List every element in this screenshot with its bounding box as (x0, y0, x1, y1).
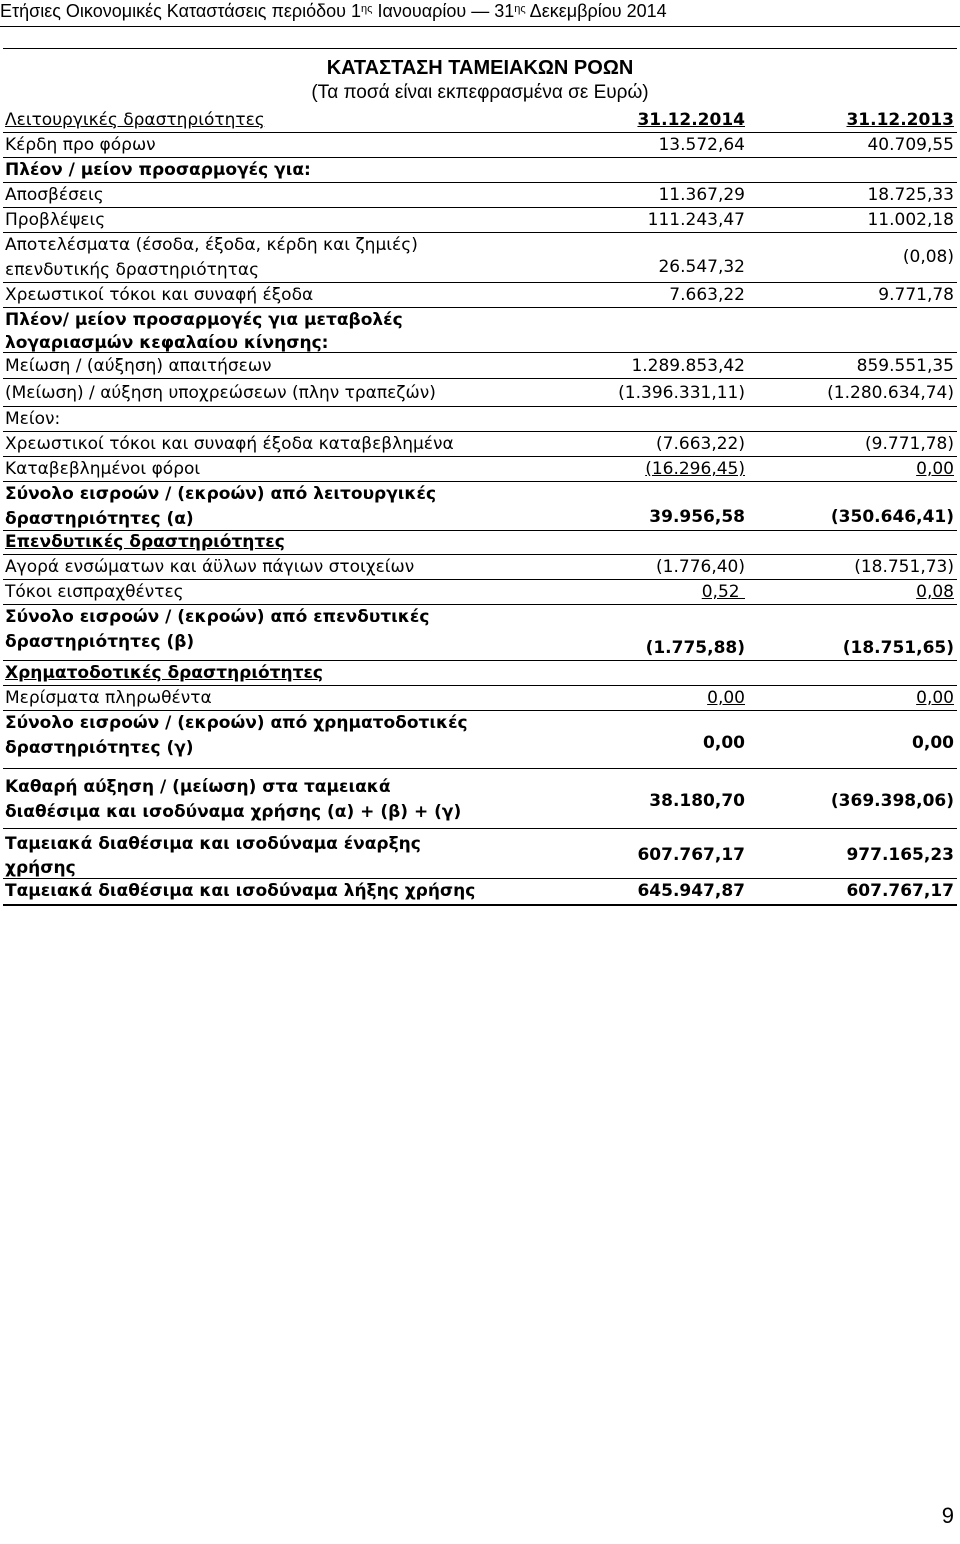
header-divider (0, 26, 960, 27)
value-2013: 11.002,18 (867, 210, 954, 230)
row-label-line-2: λογαριασμών κεφαλαίου κίνησης: (5, 333, 329, 353)
row-label: Κέρδη προ φόρων (5, 135, 156, 155)
statement-title: ΚΑΤΑΣΤΑΣΗ ΤΑΜΕΙΑΚΩΝ ΡΟΩΝ (326, 57, 634, 79)
row-label: Προβλέψεις (5, 210, 106, 230)
value-2013: 0,08 (916, 582, 954, 602)
row-label: Ταμειακά διαθέσιμα και ισοδύναμα λήξης χρήσης (5, 881, 476, 901)
page-number: 9 (941, 1503, 954, 1528)
value-2013: 18.725,33 (867, 185, 954, 205)
value-2014: 1.289.853,42 (631, 356, 745, 376)
row-label: Καταβεβλημένοι φόροι (5, 459, 201, 479)
value-2013: (350.646,41) (830, 507, 954, 527)
value-2014: 7.663,22 (669, 285, 745, 305)
header-sup-a: ης (361, 3, 373, 15)
value-2013: 0,00 (916, 688, 954, 708)
value-2014: 111.243,47 (647, 210, 745, 230)
table-row-investing-results (3, 233, 957, 283)
table-row-operating-heading (3, 106, 957, 133)
row-label-line-1: Σύνολο εισροών / (εκροών) από λειτουργικές (5, 484, 437, 504)
value-2013: 40.709,55 (867, 135, 954, 155)
value-2013: (0,08) (902, 247, 954, 267)
table-row-total-financing (3, 711, 957, 769)
table-row-net-change (3, 769, 957, 829)
value-2013: 0,00 (916, 459, 954, 479)
table-row-receivables (3, 353, 957, 379)
value-2014: (1.775,88) (645, 638, 745, 658)
table-row-interest-paid (3, 432, 957, 457)
financing-heading: Χρηματοδοτικές δραστηριότητες (5, 663, 323, 683)
value-2013: (1.280.634,74) (827, 383, 954, 403)
header-text-a: Ετήσιες Οικονομικές Καταστάσεις περιόδου 1 (0, 1, 362, 21)
table-row-liabilities (3, 379, 957, 407)
value-2013: (369.398,06) (830, 791, 954, 811)
row-label: Χρεωστικοί τόκοι και συναφή έξοδα (5, 285, 314, 305)
value-2014: 26.547,32 (658, 257, 745, 277)
value-2014: 11.367,29 (658, 185, 745, 205)
row-label-line-1: Αποτελέσματα (έσοδα, έξοδα, κέρδη και ζημιές) (5, 235, 418, 255)
value-2013: 859.551,35 (856, 356, 954, 376)
table-row-profit (3, 133, 957, 158)
table-row-adjustments-heading (3, 158, 957, 183)
column-header-2013: 31.12.2013 (846, 110, 954, 130)
row-label-line-1: Πλέον/ μείον προσαρμογές για μεταβολές (5, 310, 403, 330)
row-label: Μερίσματα πληρωθέντα (5, 688, 212, 708)
operating-heading: Λειτουργικές δραστηριότητες (5, 110, 265, 130)
table-row-total-operating (3, 482, 957, 531)
row-label-line-2: δραστηριότητες (γ) (5, 738, 194, 758)
value-2014: 38.180,70 (649, 791, 745, 811)
value-2014: (1.396.331,11) (618, 383, 745, 403)
row-label: Μείον: (5, 409, 61, 429)
row-label-line-2: δραστηριότητες (β) (5, 632, 195, 652)
value-2014: 39.956,58 (649, 507, 745, 527)
table-row-provisions (3, 208, 957, 233)
row-label: Αποσβέσεις (5, 185, 104, 205)
value-2014: 607.767,17 (637, 845, 745, 865)
value-2013: 0,00 (912, 733, 954, 753)
table-row-interest-received (3, 580, 957, 605)
row-label-line-2: δραστηριότητες (α) (5, 509, 194, 529)
row-label-line-1: Σύνολο εισροών / (εκροών) από επενδυτικές (5, 607, 430, 627)
table-row-less (3, 407, 957, 432)
table-row-taxes-paid (3, 457, 957, 482)
column-header-2014: 31.12.2014 (637, 110, 745, 130)
table-row-cash-begin (3, 829, 957, 879)
header-sup-b: ης (514, 3, 526, 15)
table-row-interest-expense (3, 283, 957, 308)
row-label: (Μείωση) / αύξηση υποχρεώσεων (πλην τραπεζών) (5, 383, 436, 403)
value-2013: (18.751,65) (842, 638, 954, 658)
row-label: Τόκοι εισπραχθέντες (5, 582, 184, 602)
value-2014: 0,00 (703, 733, 745, 753)
investing-heading: Επενδυτικές δραστηριότητες (5, 532, 285, 552)
value-2013: (18.751,73) (854, 557, 954, 577)
value-2014: (7.663,22) (656, 434, 745, 454)
table-row-total-investing (3, 605, 957, 661)
row-label: Μείωση / (αύξηση) απαιτήσεων (5, 356, 272, 376)
value-2014: 13.572,64 (658, 135, 745, 155)
row-label-line-1: Σύνολο εισροών / (εκροών) από χρηματοδοτικές (5, 713, 468, 733)
row-label-line-2: χρήσης (5, 858, 76, 878)
row-label-line-1: Καθαρή αύξηση / (μείωση) στα ταμειακά (5, 777, 391, 797)
value-2013: (9.771,78) (865, 434, 954, 454)
value-2013: 607.767,17 (846, 881, 954, 901)
row-label-line-2: επενδυτικής δραστηριότητας (5, 260, 260, 280)
value-2014: 645.947,87 (637, 881, 745, 901)
value-2013: 9.771,78 (878, 285, 954, 305)
table-row-financing-heading (3, 661, 957, 686)
table-row-depreciation (3, 183, 957, 208)
document-header (0, 0, 667, 22)
value-2014: (1.776,40) (656, 557, 745, 577)
row-label: Πλέον / μείον προσαρμογές για: (5, 160, 311, 180)
value-2013: 977.165,23 (846, 845, 954, 865)
header-text-b: Ιανουαρίου — 31 (372, 1, 515, 21)
table-row-cash-end (3, 879, 957, 906)
table-row-dividends (3, 686, 957, 711)
row-label: Χρεωστικοί τόκοι και συναφή έξοδα καταβεβλημένα (5, 434, 454, 454)
table-row-working-capital-heading (3, 308, 957, 353)
value-2014: 0,52 (701, 582, 745, 602)
value-2014: 0,00 (707, 688, 745, 708)
row-label-line-1: Ταμειακά διαθέσιμα και ισοδύναμα έναρξης (5, 834, 421, 854)
value-2014: (16.296,45) (645, 459, 745, 479)
table-row-investing-heading (3, 531, 957, 555)
row-label-line-2: διαθέσιμα και ισοδύναμα χρήσης (α) + (β) + (γ) (5, 802, 462, 822)
header-text-c: Δεκεμβρίου 2014 (525, 1, 667, 21)
row-label: Αγορά ενσώματων και άϋλων πάγιων στοιχείων (5, 557, 415, 577)
table-row-purchase-assets (3, 555, 957, 580)
statement-subtitle: (Τα ποσά είναι εκπεφρασμένα σε Ευρώ) (311, 82, 649, 103)
